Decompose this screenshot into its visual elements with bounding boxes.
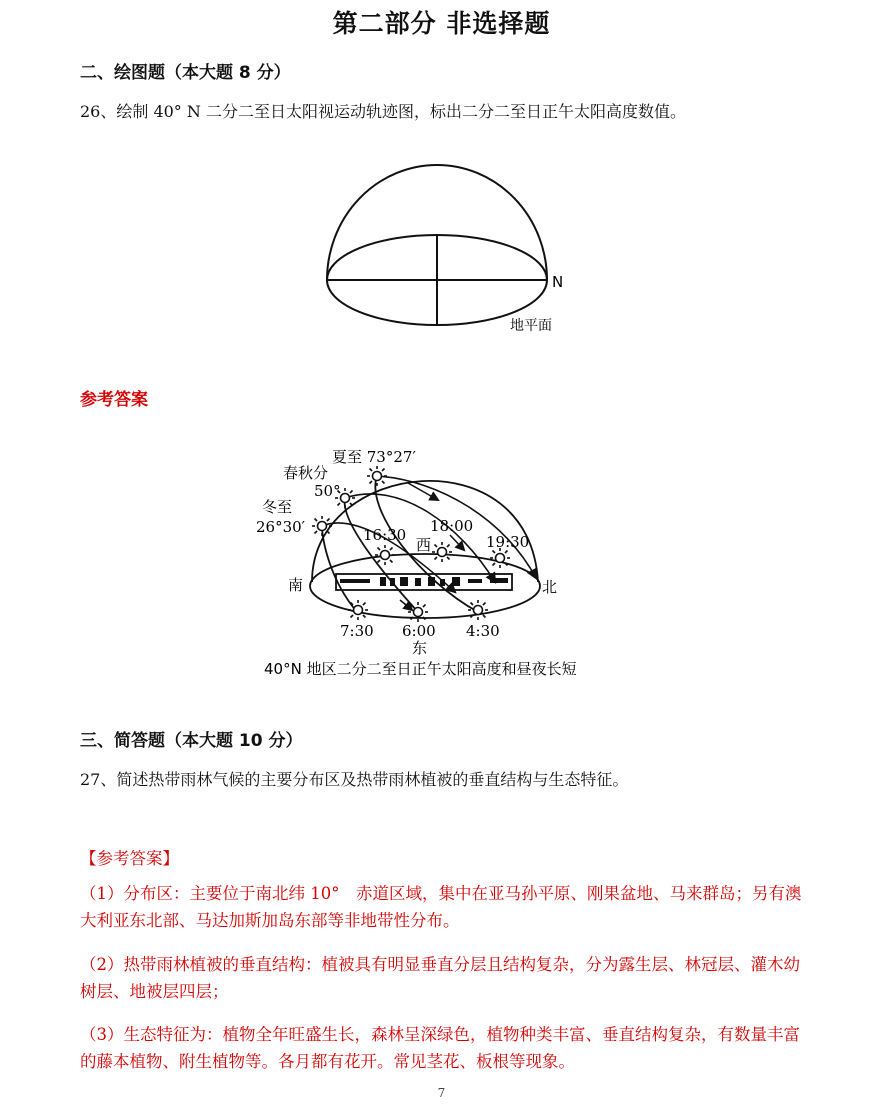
answer-27-part-2: （2）热带雨林植被的垂直结构：植被具有明显垂直分层且结构复杂，分为露生层、林冠层、灌木幼树层、地被层四层； [80,955,800,1001]
sun-icon [468,600,488,620]
sun-icon [432,542,452,562]
time-label-1800: 18:00 [430,517,474,535]
summer-solstice-label: 夏至 73°27′ [332,448,416,466]
answer-label-26: 参考答案 [80,390,148,410]
equinox-label: 春秋分 [283,464,329,482]
page-number: 7 [437,1086,446,1100]
time-label-0600: 6:00 [402,622,436,640]
sun-icon [375,545,395,565]
page-title: 第二部分 非选择题 [332,9,551,38]
n-label: N [552,273,564,291]
north-label: 北 [542,578,558,596]
ground-plane-label: 地平面 [510,318,552,334]
sun-icon [312,516,332,536]
sun-icon [367,466,387,486]
time-label-0730: 7:30 [340,622,374,640]
section-heading-drawing: 二、绘图题（本大题 8 分） [80,63,291,83]
blank-sun-path-diagram [300,150,590,350]
time-label-1630: 16:30 [363,526,407,544]
section-heading-short-answer: 三、简答题（本大题 10 分） [80,731,303,751]
sun-icon [408,602,428,622]
answer-27-part-3: （3）生态特征为：植物全年旺盛生长，森林呈深绿色，植物种类丰富、垂直结构复杂，有数量丰富的藤本植物、附生植物等。各月都有花开。常见茎花、板根等现象。 [80,1025,800,1071]
answer-27-part-1: （1）分布区：主要位于南北纬 10° 赤道区域，集中在亚马孙平原、刚果盆地、马来群岛；另有澳大利亚东北部、马达加斯加岛东部等非地带性分布。 [80,884,802,930]
question-27: 27、简述热带雨林气候的主要分布区及热带雨林植被的垂直结构与生态特征。 [80,770,629,789]
answer-label-27: 【参考答案】 [80,849,179,868]
winter-solstice-label: 冬至 [262,498,293,516]
sun-icon [348,600,368,620]
question-26: 26、绘制 40° N 二分二至日太阳视运动轨迹图，标出二分二至日正午太阳高度数值。 [80,102,686,121]
time-label-1930: 19:30 [486,533,530,551]
equinox-altitude-label: 50° [314,482,341,500]
west-label: 西 [416,536,432,554]
south-label: 南 [288,576,304,594]
winter-altitude-label: 26°30′ [256,518,306,536]
figure-caption: 40°N 地区二分二至日正午太阳高度和昼夜长短 [264,660,577,678]
east-label: 东 [412,639,428,657]
path-arrow [450,535,464,550]
time-label-0430: 4:30 [466,622,500,640]
sun-icon [490,548,510,568]
sun-path-answer-diagram [240,440,660,685]
